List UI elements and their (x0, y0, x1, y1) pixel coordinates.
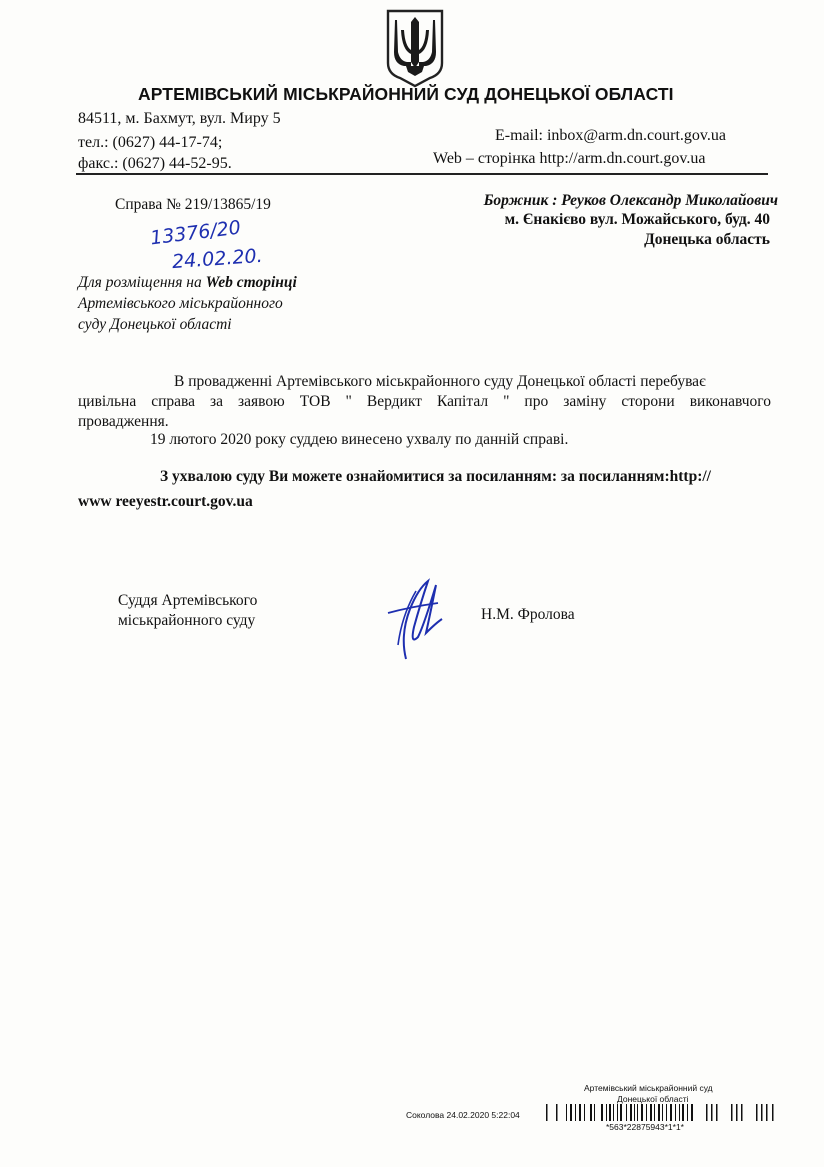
judge-title-line1: Суддя Артемівського (118, 592, 258, 609)
debtor-name: Боржник : Реуков Олександр Миколайович (483, 192, 778, 209)
stamp-registrar: Соколова 24.02.2020 5:22:04 (406, 1110, 520, 1120)
handwritten-registration-date: 24.02.20. (171, 244, 264, 274)
court-phone: тел.: (0627) 44-17-74; (78, 134, 223, 151)
placement-note-line1 (78, 274, 297, 292)
debtor-address: м. Єнакієво вул. Можайського, буд. 40 (504, 211, 770, 228)
trident-emblem-icon (384, 8, 446, 88)
barcode-code: *563*22875943*1*1* (606, 1122, 684, 1132)
body-paragraph-1 (78, 372, 771, 432)
barcode-icon (546, 1104, 778, 1121)
header-divider (76, 173, 768, 175)
debtor-region: Донецька область (644, 231, 770, 248)
stamp-org-line2: Донецької області (617, 1094, 689, 1104)
judge-title-line2: міськрайонного суду (118, 612, 256, 629)
body-paragraph-1-line1: В провадженні Артемівського міськрайонного суду Донецької області перебуває (174, 373, 706, 390)
body-paragraph-1-line3: провадження. (78, 413, 169, 430)
ruling-link-line2[interactable]: www reeyestr.court.gov.ua (78, 493, 253, 510)
court-fax: факс.: (0627) 44-52-95. (78, 155, 232, 172)
case-number: Справа № 219/13865/19 (115, 196, 271, 213)
placement-note-prefix: Для розміщення на (78, 274, 206, 291)
judge-name: Н.М. Фролова (481, 606, 575, 623)
ruling-link-line1[interactable]: З ухвалою суду Ви можете ознайомитися за посиланням: за посиланням:http:// (160, 468, 711, 485)
placement-note-line2: Артемівського міськрайонного (78, 295, 283, 312)
court-website[interactable]: Web – сторінка http://arm.dn.court.gov.ua (433, 150, 706, 167)
handwritten-signature-icon (380, 575, 450, 663)
body-paragraph-1-line2: цивільна справа за заявою ТОВ " Вердикт Капітал " про заміну сторони виконавчого (78, 393, 771, 410)
body-paragraph-2: 19 лютого 2020 року суддею винесено ухвалу по данній справі. (150, 431, 569, 448)
court-name: АРТЕМІВСЬКИЙ МІСЬКРАЙОННИЙ СУД ДОНЕЦЬКОЇ ОБЛАСТІ (138, 84, 674, 104)
court-email[interactable]: E-mail: inbox@arm.dn.court.gov.ua (495, 127, 726, 144)
placement-note-web: Web сторінці (205, 274, 297, 291)
placement-note-line3: суду Донецької області (78, 316, 232, 333)
court-address: 84511, м. Бахмут, вул. Миру 5 (78, 110, 281, 127)
handwritten-registration-number: 13376/20 (148, 216, 243, 250)
stamp-org-line1: Артемівський міськрайонний суд (584, 1083, 713, 1093)
